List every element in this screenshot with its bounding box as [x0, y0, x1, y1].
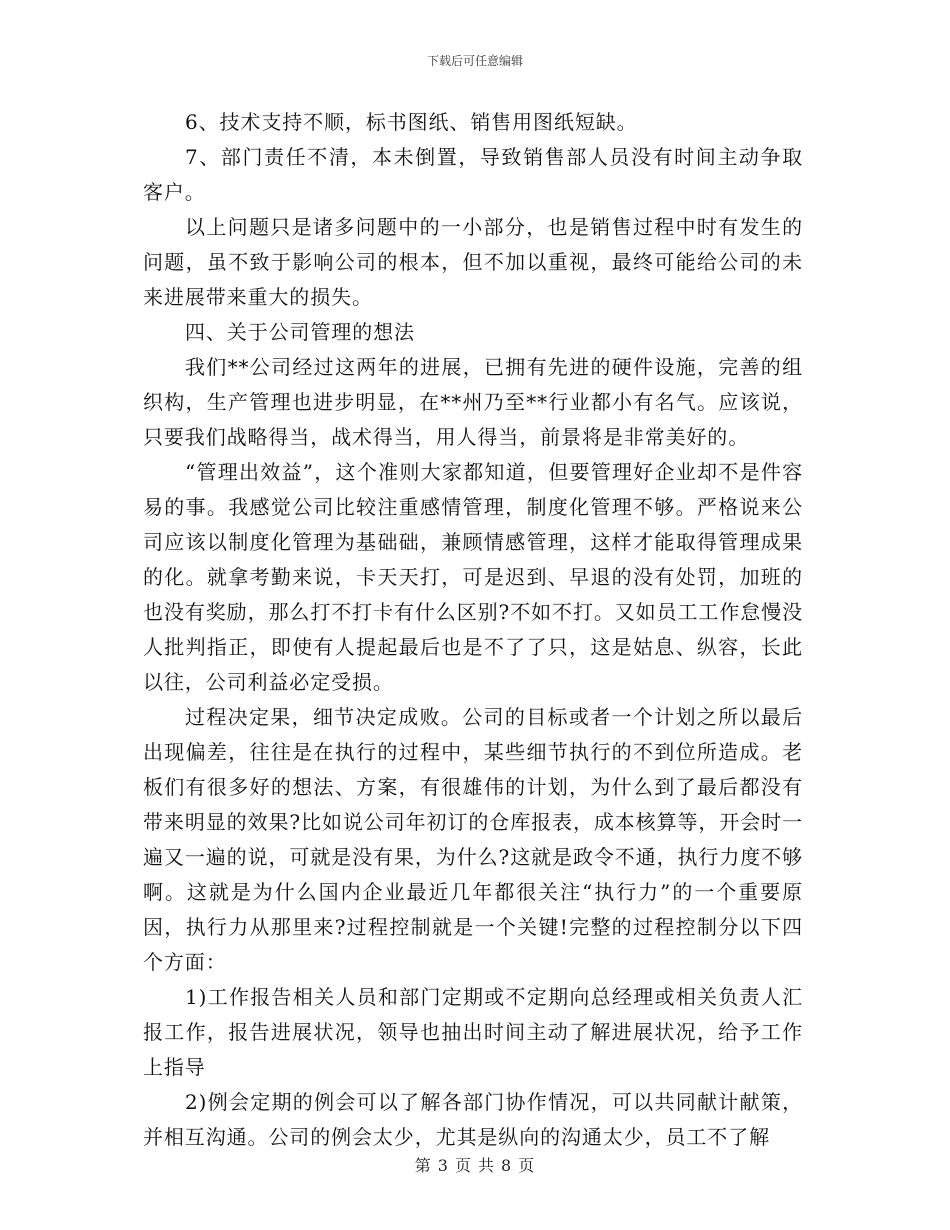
paragraph-problems-summary: 以上问题只是诸多问题中的一小部分，也是销售过程中时有发生的问题，虽不致于影响公司的根本，但不加以重视，最终可能给公司的未来进展带来重大的损失。 [143, 215, 803, 309]
page-number: 3 [437, 1156, 449, 1175]
paragraph-item-7: 7、部门责任不清，本未倒置，导致销售部人员没有时间主动争取客户。 [143, 145, 803, 204]
page-header: 下载后可任意编辑 [426, 54, 523, 68]
paragraph-work-report: 1)工作报告相关人员和部门定期或不定期向总经理或相关负责人汇报工作，报告进展状况，领导也抽出时间主动了解进展状况，给予工作上指导 [143, 985, 803, 1079]
page-footer [0, 1156, 950, 1176]
footer-suffix: 页 [518, 1156, 536, 1175]
paragraph-item-6: 6、技术支持不顺，标书图纸、销售用图纸短缺。 [185, 110, 638, 134]
footer-prefix: 第 [414, 1156, 432, 1175]
paragraph-process-control: 过程决定果，细节决定成败。公司的目标或者一个计划之所以最后出现偏差，往往是在执行的过程中，某些细节执行的不到位所造成。老板们有很多好的想法、方案，有很雄伟的计划，为什么到了最后都没有带来明显的效果?比如说公司年初订的仓库报表，成本核算等，开会时一遍又一遍的说，可就是没有果，为什么?这就是政令不通，执行力度不够啊。这就是为什么国内企业最近几年都很关注“执行力”的一个重要原因，执行力从那里来?过程控制就是一个关键!完整的过程控制分以下四个方面： [143, 705, 803, 974]
paragraph-regular-meeting: 2)例会定期的例会可以了解各部门协作情况，可以共同献计献策，并相互沟通。公司的例会太少，尤其是纵向的沟通太少，员工不了解 [143, 1090, 803, 1149]
section-heading: 四、关于公司管理的想法 [185, 320, 415, 344]
paragraph-company-overview: 我们**公司经过这两年的进展，已拥有先进的硬件设施，完善的组织构，生产管理也进步明显，在**州乃至**行业都小有名气。应该说，只要我们战略得当，战术得当，用人得当，前景将是非常美好的。 [143, 355, 803, 449]
document-body [143, 105, 803, 1155]
paragraph-management-efficiency: “管理出效益”，这个准则大家都知道，但要管理好企业却不是件容易的事。我感觉公司比较注重感情管理，制度化管理不够。严格说来公司应该以制度化管理为基础础，兼顾情感管理，这样才能取得管理成果的化。就拿考勤来说，卡天天打，可是迟到、早退的没有处罚，加班的也没有奖励，那么打不打卡有什么区别?不如不打。又如员工工作怠慢没人批判指正，即使有人提起最后也是不了了只，这是姑息、纵容，长此以往，公司利益必定受损。 [143, 460, 803, 694]
total-pages: 8 [501, 1156, 513, 1175]
footer-middle: 页 共 [454, 1156, 496, 1175]
